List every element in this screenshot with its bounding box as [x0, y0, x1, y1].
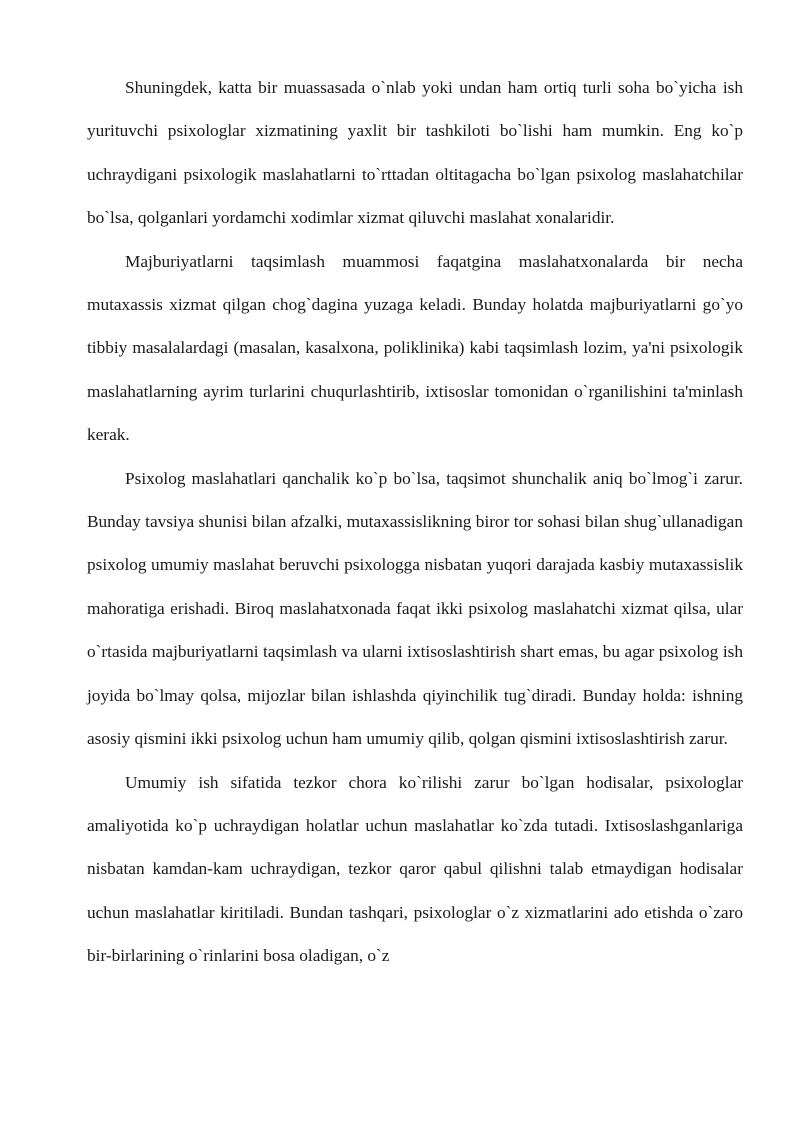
body-text	[87, 66, 743, 978]
paragraph: Psixolog maslahatlari qanchalik ko`p bo`lsa, taqsimot shunchalik aniq bo`lmog`i zarur. Bunday tavsiya shunisi bilan afzalki, mutaxassislikning biror tor sohasi bilan shug`ullanadigan psixolog umumiy maslahat beruvchi psixologga nisbatan yuqori darajada kasbiy mutaxassislik mahoratiga erishadi. Biroq maslahatxonada faqat ikki psixolog maslahatchi xizmat qilsa, ular o`rtasida majburiyatlarni taqsimlash va ularni ixtisoslashtirish shart emas, bu agar psixolog ish joyida bo`lmay qolsa, mijozlar bilan ishlashda qiyinchilik tug`diradi. Bunday holda: ishning asosiy qismini ikki psixolog uchun ham umumiy qilib, qolgan qismini ixtisoslashtirish zarur.	[87, 468, 743, 749]
paragraph: Majburiyatlarni taqsimlash muammosi faqatgina maslahatxonalarda bir necha mutaxassis xizmat qilgan chog`dagina yuzaga keladi. Bunday holatda majburiyatlarni go`yo tibbiy masalalardagi (masalan, kasalxona, poliklinika) kabi taqsimlash lozim, ya'ni psixologik maslahatlarning ayrim turlarini chuqurlashtirib, ixtisoslar tomonidan o`rganilishini ta'minlash kerak.	[87, 251, 743, 445]
paragraph: Shuningdek, katta bir muassasada o`nlab yoki undan ham ortiq turli soha bo`yicha ish yurituvchi psixologlar xizmatining yaxlit bir tashkiloti bo`lishi ham mumkin. Eng ko`p uchraydigani psixologik maslahatlarni to`rttadan oltitagacha bo`lgan psixolog maslahatchilar bo`lsa, qolganlari yordamchi xodimlar xizmat qiluvchi maslahat xonalaridir.	[87, 78, 743, 228]
paragraph: Umumiy ish sifatida tezkor chora ko`rilishi zarur bo`lgan hodisalar, psixologlar amaliyotida ko`p uchraydigan holatlar uchun maslahatlar ko`zda tutadi. Ixtisoslashganlariga nisbatan kamdan-kam uchraydigan, tezkor qaror qabul qilishni talab etmaydigan hodisalar uchun maslahatlar kiritiladi. Bundan tashqari, psixologlar o`z xizmatlarini ado etishda o`zaro bir-birlarining o`rinlarini bosa oladigan, o`z	[87, 772, 743, 966]
